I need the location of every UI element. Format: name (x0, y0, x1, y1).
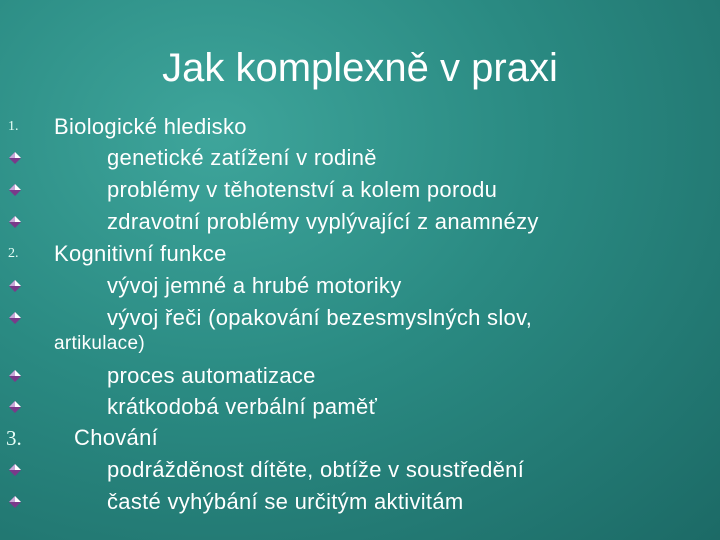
list-item-continuation (0, 328, 720, 360)
diamond-bullet-icon (9, 312, 21, 324)
list-item-text: proces automatizace (107, 363, 316, 388)
list-item (0, 422, 720, 454)
diamond-bullet-icon (9, 496, 21, 508)
diamond-bullet-icon (9, 464, 21, 476)
diamond-bullet-icon (9, 184, 21, 196)
list-item (0, 174, 720, 206)
diamond-bullet-icon (9, 401, 21, 413)
list-item (0, 142, 720, 174)
list-item-text: časté vyhýbání se určitým aktivitám (107, 489, 464, 514)
list-item (0, 454, 720, 486)
list-item (0, 238, 720, 270)
list-item-text: Kognitivní funkce (54, 241, 227, 266)
list-item-text: problémy v těhotenství a kolem porodu (107, 177, 498, 202)
diamond-bullet-icon (9, 152, 21, 164)
slide-title: Jak komplexně v praxi (162, 46, 558, 90)
list-item-text: zdravotní problémy vyplývající z anamnézy (107, 209, 539, 234)
list-item-text: vývoj jemné a hrubé motoriky (107, 273, 402, 298)
list-item-text: krátkodobá verbální paměť (107, 394, 378, 419)
list-number: 3. (6, 426, 22, 450)
list-item-text: podrážděnost dítěte, obtíže v soustředění (107, 457, 525, 482)
list-item (0, 360, 720, 392)
list-item (0, 486, 720, 518)
list-item (0, 391, 720, 423)
list-item-text: genetické zatížení v rodině (107, 145, 377, 170)
list-number: 1. (8, 119, 19, 134)
list-item (0, 270, 720, 302)
list-item (0, 206, 720, 238)
list-item-text: vývoj řeči (opakování bezesmyslných slov, (107, 305, 533, 330)
list-item (0, 111, 720, 143)
diamond-bullet-icon (9, 216, 21, 228)
list-number: 2. (8, 246, 19, 261)
diamond-bullet-icon (9, 280, 21, 292)
list-item-text: artikulace) (54, 333, 145, 354)
diamond-bullet-icon (9, 370, 21, 382)
list-item-text: Biologické hledisko (54, 114, 247, 139)
list-item-text: Chování (74, 425, 159, 450)
